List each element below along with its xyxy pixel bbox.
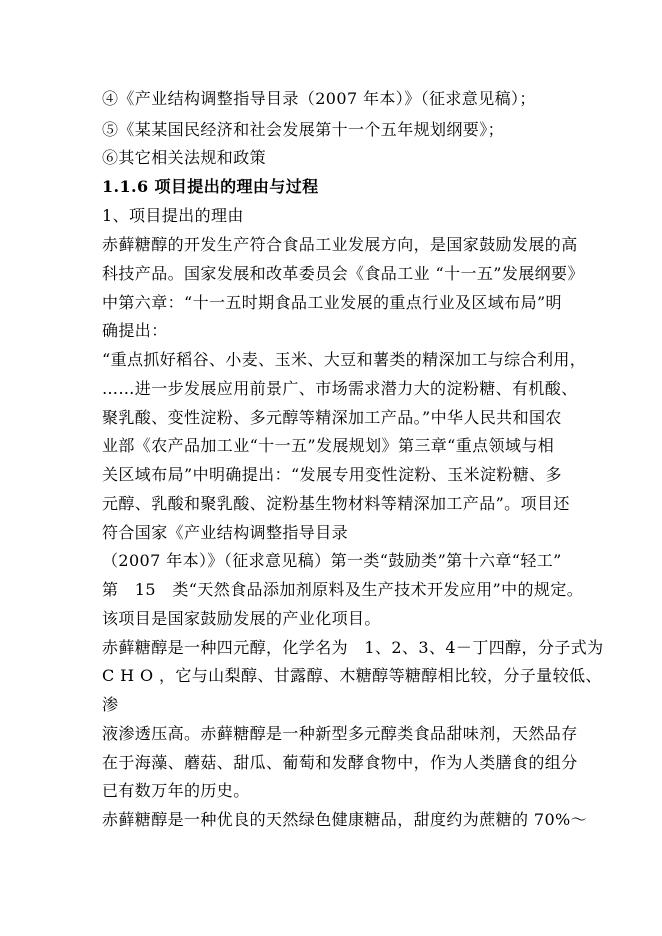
paragraph-line: C H O ，它与山梨醇、甘露醇、木糖醇等糖醇相比较，分子量较低、 [102,666,602,685]
paragraph-line: 元醇、乳酸和聚乳酸、淀粉基生物材料等精深加工产品”。项目还 [102,494,570,513]
section-heading: 1.1.6 项目提出的理由与过程 [102,177,319,196]
paragraph-line: 已有数万年的历史。 [102,781,250,800]
paragraph-line: 该项目是国家鼓励发展的产业化项目。 [102,609,381,628]
paragraph-line: 在于海藻、蘑菇、甜瓜、葡萄和发酵食物中，作为人类膳食的组分 [102,753,578,772]
paragraph-line: 渗 [102,695,119,714]
paragraph-line: ……进一步发展应用前景广、市场需求潜力大的淀粉糖、有机酸、 [102,379,578,398]
reference-item-4: ④《产业结构调整指导目录（2007 年本）》（征求意见稿）； [102,89,536,108]
paragraph-line: 第 15 类“天然食品添加剂原料及生产技术开发应用”中的规定。 [102,580,584,599]
paragraph-line: 业部《农产品加工业“十一五”发展规划》第三章“重点领域与相 [102,436,555,455]
paragraph-line: 聚乳酸、变性淀粉、多元醇等精深加工产品。”中华人民共和国农 [102,408,562,427]
paragraph-line: 符合国家《产业结构调整指导目录 [102,523,349,542]
reference-item-5: ⑤《某某国民经济和社会发展第十一个五年规划纲要》； [102,120,505,139]
paragraph-line: “重点抓好稻谷、小麦、玉米、大豆和薯类的精深加工与综合利用， [102,350,587,369]
reference-item-6: ⑥其它相关法规和政策 [102,148,267,167]
paragraph-line: 科技产品。国家发展和改革委员会《食品工业 “十一五”发展纲要》 [102,264,584,283]
paragraph-line: 赤藓糖醇的开发生产符合食品工业发展方向，是国家鼓励发展的高 [102,235,578,254]
paragraph-line: 液渗透压高。赤藓糖醇是一种新型多元醇类食品甜味剂，天然品存 [102,724,578,743]
paragraph-line: 赤藓糖醇是一种优良的天然绿色健康糖品，甜度约为蔗糖的 70%～ [102,810,588,829]
paragraph-line: 赤藓糖醇是一种四元醇，化学名为 1、2、3、4－丁四醇，分子式为 [102,638,604,657]
paragraph-line: （2007 年本）》（征求意见稿）第一类“鼓励类”第十六章“轻工” [102,551,562,570]
paragraph-line: 确提出： [102,321,168,340]
subsection-heading: 1、项目提出的理由 [102,206,244,225]
paragraph-line: 中第六章：“十一五时期食品工业发展的重点行业及区域布局”明 [102,293,562,312]
paragraph-line: 关区域布局”中明确提出：“发展专用变性淀粉、玉米淀粉糖、多 [102,465,562,484]
